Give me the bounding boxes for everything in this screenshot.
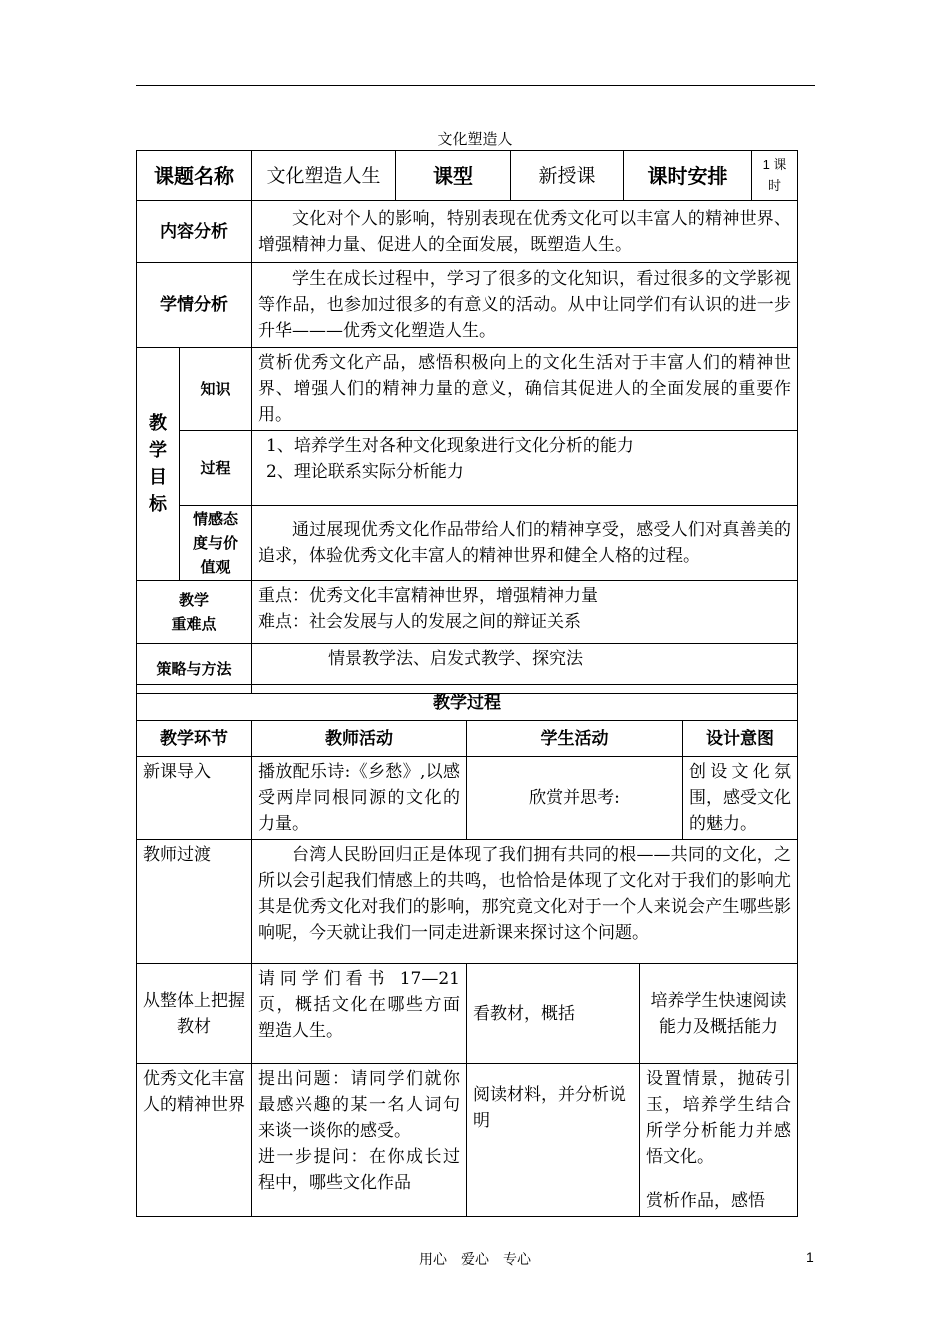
enrich-intent-2: 赏析作品，感悟 <box>646 1191 765 1211</box>
content-analysis-text: 文化对个人的影响，特别表现在优秀文化可以丰富人的精神世界、增强精神力量、促进人的全面发展，既塑造人生。 <box>252 201 798 263</box>
enrich-stage: 优秀文化丰富人的精神世界 <box>137 1064 252 1217</box>
key-points-text <box>252 581 798 644</box>
lesson-name: 文化塑造人生 <box>252 151 396 201</box>
knowledge-text: 赏析优秀文化产品，感悟积极向上的文化生活对于丰富人们的精神世界、增强人们的精神力量的意义，确信其促进人的全面发展的重要作用。 <box>252 348 798 431</box>
process-item-1: 1、培养学生对各种文化现象进行文化分析的能力 <box>266 436 634 456</box>
intro-stage: 新课导入 <box>137 757 252 840</box>
knowledge-label: 知识 <box>180 348 252 431</box>
intro-intent: 创设文化氛围，感受文化的魅力。 <box>683 757 798 840</box>
strategy-text: 情景教学法、启发式教学、探究法 <box>252 644 798 694</box>
key-points-label-line-1: 教学 <box>178 591 209 609</box>
objectives-char-2: 学 <box>149 440 167 461</box>
objectives-label <box>137 348 180 581</box>
transition-text: 台湾人民盼回归正是体现了我们拥有共同的根——共同的文化，之所以会引起我们情感上的共鸣，也恰恰是体现了文化对于我们的影响尤其是优秀文化对我们的影响，那究竟文化对于一个人来说会产生哪些影响呢，今天就让我们一同走进新课来探讨这个问题。 <box>252 840 798 964</box>
overview-student: 看教材，概括 <box>467 964 640 1064</box>
emotion-label-line-2: 度与价 <box>192 534 238 552</box>
lesson-info-table <box>136 150 798 694</box>
emotion-label-line-3: 值观 <box>200 558 231 576</box>
enrich-intent-gap <box>646 1170 791 1188</box>
header-teacher: 教师活动 <box>252 721 467 757</box>
emotion-label-line-1: 情感态 <box>192 510 238 528</box>
intro-teacher: 播放配乐诗:《乡愁》,以感受两岸同根同源的文化的力量。 <box>252 757 467 840</box>
overview-intent: 培养学生快速阅读能力及概括能力 <box>640 964 798 1064</box>
process-title: 教学过程 <box>137 685 798 721</box>
student-analysis-label: 学情分析 <box>137 263 252 348</box>
type-label: 课型 <box>396 151 511 201</box>
key-points-label <box>137 581 252 644</box>
teaching-process-table <box>136 684 798 1217</box>
process-label: 过程 <box>180 431 252 506</box>
overview-teacher: 请同学们看书 17—21 页，概括文化在哪些方面塑造人生。 <box>252 964 467 1064</box>
difficult-point: 难点：社会发展与人的发展之间的辩证关系 <box>258 612 581 632</box>
process-text <box>252 431 798 506</box>
intro-student: 欣赏并思考: <box>467 757 683 840</box>
content-analysis-label: 内容分析 <box>137 201 252 263</box>
key-points-label-line-2: 重难点 <box>171 615 217 633</box>
period-label: 课时安排 <box>624 151 752 201</box>
emotion-label <box>180 506 252 581</box>
period-value-line-2: 时 <box>767 178 781 194</box>
key-point: 重点：优秀文化丰富精神世界，增强精神力量 <box>258 586 598 606</box>
enrich-teacher <box>252 1064 467 1217</box>
strategy-label: 策略与方法 <box>137 644 252 694</box>
page-number: 1 <box>806 1249 814 1265</box>
period-value-line-1: 1 课 <box>762 156 787 172</box>
objectives-char-1: 教 <box>149 413 167 434</box>
overview-stage: 从整体上把握教材 <box>137 964 252 1064</box>
process-item-2: 2、理论联系实际分析能力 <box>266 462 464 482</box>
enrich-student: 阅读材料，并分析说明 <box>467 1064 640 1217</box>
lesson-name-label: 课题名称 <box>137 151 252 201</box>
document-title: 文化塑造人 <box>437 130 513 148</box>
student-analysis-text: 学生在成长过程中，学习了很多的文化知识，看过很多的文学影视等作品，也参加过很多的有意义的活动。从中让同学们有认识的进一步升华———优秀文化塑造人生。 <box>252 263 798 348</box>
enrich-teacher-followup: 进一步提问：在你成长过程中，哪些文化作品 <box>258 1147 460 1193</box>
transition-stage: 教师过渡 <box>137 840 252 964</box>
enrich-teacher-question: 提出问题：请同学们就你最感兴趣的某一名人词句来谈一谈你的感受。 <box>258 1069 460 1141</box>
enrich-intent-1: 设置情景，抛砖引玉，培养学生结合所学分析能力并感悟文化。 <box>646 1069 792 1167</box>
header-rule <box>136 85 815 86</box>
type-value: 新授课 <box>511 151 624 201</box>
enrich-intent <box>640 1064 798 1217</box>
footer-motto: 用心 爱心 专心 <box>419 1252 531 1268</box>
header-student: 学生活动 <box>467 721 683 757</box>
period-value <box>752 151 798 201</box>
objectives-char-3: 目 <box>149 467 167 488</box>
header-intent: 设计意图 <box>683 721 798 757</box>
header-stage: 教学环节 <box>137 721 252 757</box>
objectives-char-4: 标 <box>149 494 167 515</box>
emotion-text: 通过展现优秀文化作品带给人们的精神享受，感受人们对真善美的追求，体验优秀文化丰富人的精神世界和健全人格的过程。 <box>252 506 798 581</box>
